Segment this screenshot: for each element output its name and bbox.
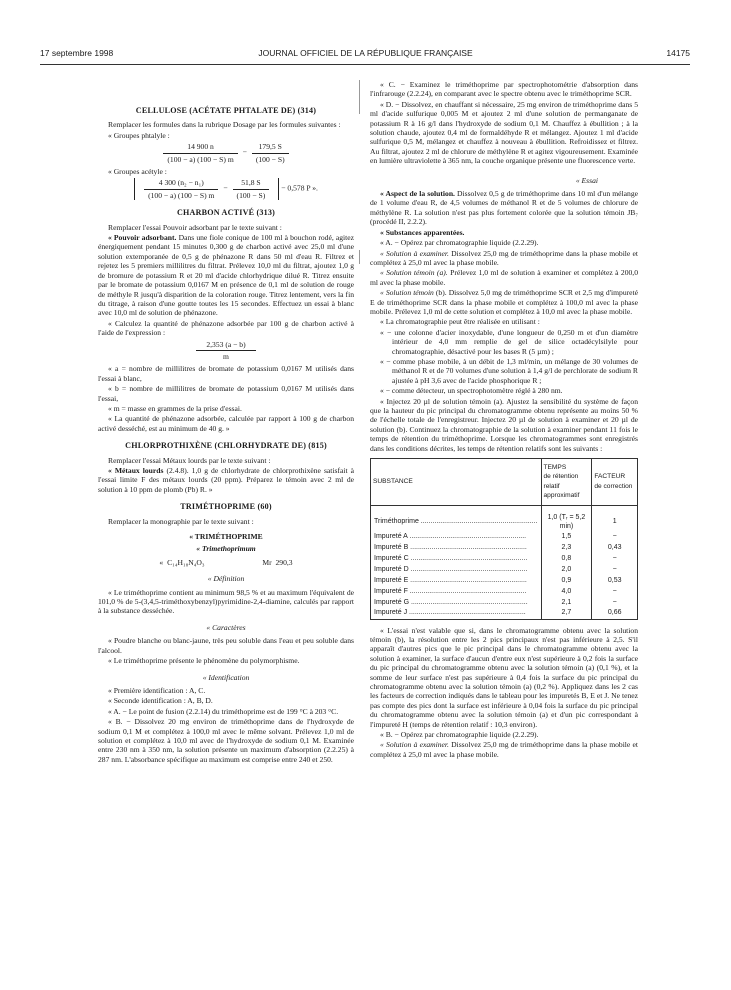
cell-temps: 0,9 xyxy=(541,575,592,586)
denominator: (100 − S) xyxy=(255,154,285,164)
cell-temps: 0,8 xyxy=(541,553,592,564)
header-date: 17 septembre 1998 xyxy=(40,48,114,58)
formula-acetyle xyxy=(98,178,354,200)
table-row xyxy=(371,597,638,608)
paragraph: « B. − Opérez par chromatographie liquide (2.2.29). xyxy=(380,730,539,740)
denominator: m xyxy=(223,351,229,361)
paragraph: Remplacer la monographie par le texte suivant : xyxy=(108,516,254,526)
denominator: (100 − a) (100 − S) m xyxy=(148,190,215,200)
numerator: 179,5 S xyxy=(252,142,289,153)
numerator: 14 900 n xyxy=(163,142,237,153)
minus-sign: − xyxy=(223,184,228,194)
heading-trimethoprime: TRIMÉTHOPRIME (60) xyxy=(180,502,272,512)
heading-charbon: CHARBON ACTIVÉ (313) xyxy=(177,208,275,218)
paragraph: « La chromatographie peut être réalisée en utilisant : xyxy=(380,317,540,327)
paragraph xyxy=(98,233,354,318)
paragraph: « A. − Le point de fusion (2.2.14) du triméthoprime est de 199 °C à 203 °C. xyxy=(108,706,339,716)
cell-temps: 2,1 xyxy=(541,597,592,608)
header-rule xyxy=(40,64,690,65)
cell-substance: Impureté G ............................................................ xyxy=(374,598,528,606)
cell-facteur: 1 xyxy=(592,505,638,531)
cell-facteur: − xyxy=(592,597,638,608)
left-column xyxy=(98,96,354,765)
table-row xyxy=(371,531,638,542)
cell-substance: Impureté F ............................................................ xyxy=(374,587,527,595)
paragraph-text: Dissolvez 25,0 mg de triméthoprime dans la phase mobile et complétez à 25,0 ml avec la phase mobile. xyxy=(370,740,638,759)
cell-facteur: − xyxy=(592,531,638,542)
paragraph-text: (2.4.8). 1,0 g de chlorhydrate de chlorprothixène satisfait à l'essai limite F des métaux lourds (20 ppm). Préparez le témoin avec 2 ml de solution à 10 ppm de plomb (Pb) R. » xyxy=(98,466,354,494)
paragraph xyxy=(370,740,638,759)
column-header-substance: SUBSTANCE xyxy=(371,459,542,506)
table-row xyxy=(371,586,638,597)
header-page-number: 14175 xyxy=(666,48,690,58)
list-item: « − comme détecteur, un spectrophotomètre réglé à 280 nm. xyxy=(380,386,563,396)
paragraph-text: (b). Dissolvez 5,0 mg de triméthoprime SCR et 2,5 mg d'impureté E de triméthoprime SCR dans la phase mobile et complétez à 100,0 ml avec la phase mobile. Prélevez 1,0 ml de cette solution et complétez à 10,0 ml avec la phase mobile. xyxy=(370,288,638,316)
cell-facteur: − xyxy=(592,564,638,575)
paragraph: « Première identification : A, C. xyxy=(108,685,206,695)
term: « Solution à examiner. xyxy=(380,740,449,750)
table-row xyxy=(371,575,638,586)
numerator: 51,8 S xyxy=(233,178,270,189)
monograph-title: « TRIMÉTHOPRIME xyxy=(189,532,263,542)
molecular-formula-line xyxy=(98,558,354,567)
paragraph: « Le triméthoprime contient au minimum 98,5 % et au maximum l'équivalent de 101,0 % de 5-(3,4,5-triméthoxybenzyl)pyrimidine-2,4-diamine, calculés par rapport à la substance desséchée. xyxy=(98,587,354,616)
numerator: 4 300 (n₂ − n₁) xyxy=(144,178,218,189)
cell-temps: 1,5 xyxy=(541,531,592,542)
list-item: « − une colonne d'acier inoxydable, d'une longueur de 0,250 m et d'un diamètre intérieur de 4,0 mm remplie de gel de silice octadécylsilyle pour chromatographie, désactivé pour les bases R (5 µm) ; xyxy=(380,327,638,356)
cell-temps: 2,0 xyxy=(541,564,592,575)
cell-temps: 2,7 xyxy=(541,608,592,619)
term: « Solution à examiner. xyxy=(380,248,449,258)
denominator: (100 − a) (100 − S) m xyxy=(167,154,234,164)
cell-substance: Triméthoprime ............................................................ xyxy=(374,518,538,526)
paragraph-text: Dissolvez 0,5 g de triméthoprime dans 10 ml d'un mélange de 1 volume d'eau R, de 4,5 volumes de méthanol R et de 5 volumes de chlorure de méthylène R. La solution n'est pas plus fortement colorée que la solution témoin JB₇ (procédé II, 2.2.2). xyxy=(370,189,638,227)
formula-label: « Groupes acétyle : xyxy=(108,167,167,177)
numerator: 2,353 (a − b) xyxy=(196,340,256,351)
section-essai: « Essai xyxy=(575,175,598,185)
molecular-formula: « C₁₄H₁₈N₄O₃ xyxy=(159,557,205,567)
monograph-latin-name: « Trimethoprimum xyxy=(196,544,256,554)
cell-substance: Impureté C ............................................................ xyxy=(374,554,528,562)
paragraph: Remplacer l'essai Pouvoir adsorbant par le texte suivant : xyxy=(108,222,282,232)
molecular-mass: Mr 290,3 xyxy=(262,557,293,567)
paragraph: « Poudre blanche ou blanc-jaune, très peu soluble dans l'eau et peu soluble dans l'alcool. xyxy=(98,636,354,655)
denominator: (100 − S) xyxy=(236,190,266,200)
paragraph: « La quantité de phénazone adsorbée, calculée par rapport à 100 g de charbon activé desséché, est au minimum de 40 g. » xyxy=(98,414,354,433)
section-definition: « Définition xyxy=(207,574,245,584)
paragraph: « B. − Dissolvez 20 mg environ de triméthoprime dans de l'hydroxyde de sodium 0,1 M et complétez à 100,0 ml avec le même solvant. Prélevez 1,0 ml de solution et complétez à 10,0 ml avec de l'hydroxyde de sodium 0,1 M. Examinée entre 230 nm à 350 nm, la solution présente un maximum d'absorption (2.2.25) à 287 nm. L'absorbance spécifique au maximum est comprise entre 240 et 250. xyxy=(98,717,354,764)
paragraph: « Calculez la quantité de phénazone adsorbée par 100 g de charbon activé à l'aide de l'expression : xyxy=(98,318,354,338)
paragraph: « Le triméthoprime présente le phénomène du polymorphisme. xyxy=(108,656,300,666)
section-identification: « Identification xyxy=(202,672,250,682)
cell-facteur: 0,43 xyxy=(592,542,638,553)
right-column xyxy=(370,80,638,760)
header-line: de correction xyxy=(594,482,633,490)
table-row xyxy=(371,505,638,531)
paragraph: « L'essai n'est valable que si, dans le chromatogramme obtenu avec la solution témoin (b), la résolution entre les 2 pics principaux n'est pas inférieure à 2,5. S'il apparaît d'autres pics que le pic principal dans le chromatogramme obtenu avec la solution à examiner, la surface d'aucun d'entre eux n'est supérieure à 0,2 fois la surface du pic principal du chromatogramme obtenu avec la solution témoin (a) (0,1 %), et la somme de leur surface n'est pas supérieure à 0,4 fois la surface du pic principal du chromatogramme obtenu avec la solution témoin (a) (0,2 %). Appliquez dans les 2 cas les facteurs de correction indiqués dans le tableau pour les impuretés B, E et J. Ne tenez pas compte des pics dont la surface est inférieure à 0,04 fois la surface du pic principal du chromatogramme obtenu avec la solution témoin (a) et d'un pic correspondant à l'impureté H (temps de rétention relatif : 10,3 environ). xyxy=(370,625,638,729)
minus-sign: − xyxy=(242,147,247,157)
heading-cellulose: CELLULOSE (ACÉTATE PHTALATE DE) (314) xyxy=(135,106,317,115)
paragraph-text: Dissolvez 25,0 mg de triméthoprime dans la phase mobile et complétez à 25,0 ml avec la phase mobile. xyxy=(370,248,638,267)
section-caracteres: « Caractères xyxy=(206,622,246,632)
retention-table xyxy=(370,458,638,620)
paragraph: « a = nombre de millilitres de bromate de potassium 0,0167 M utilisés dans l'essai à blanc, xyxy=(98,364,354,383)
cell-substance: Impureté A ............................................................ xyxy=(374,533,527,541)
paragraph: Remplacer les formules dans la rubrique Dosage par les formules suivantes : xyxy=(108,120,341,130)
header-line: TEMPS xyxy=(543,464,567,472)
cell-temps: 4,0 xyxy=(541,586,592,597)
header-line: FACTEUR xyxy=(594,473,626,481)
term: « Solution témoin xyxy=(380,288,434,298)
formula-tail: − 0,578 P ». xyxy=(281,184,318,194)
cell-substance: Impureté B ............................................................ xyxy=(374,544,527,552)
paragraph: « C. − Examinez le triméthoprime par spectrophotométrie d'absorption dans l'infrarouge (2.2.24), en comparant avec le spectre obtenu avec le triméthoprime SCR. xyxy=(370,80,638,99)
paragraph: « Seconde identification : A, B, D. xyxy=(108,696,213,706)
header-title: JOURNAL OFFICIEL DE LA RÉPUBLIQUE FRANÇAISE xyxy=(258,48,473,58)
term: « Pouvoir adsorbant. xyxy=(108,233,177,243)
paragraph: Remplacer l'essai Métaux lourds par le texte suivant : xyxy=(108,455,271,465)
header-line: relatif approximatif xyxy=(543,482,580,500)
paragraph: « Injectez 20 µl de solution témoin (a). Ajustez la sensibilité du système de façon que la hauteur du pic principal du chromatogramme obtenu représente au moins 50 % de l'échelle totale de l'enregistreur. Injectez 20 µl de solution à examiner et 20 µl de solution (b). Continuez la chromatographie de la solution à examiner pendant 11 fois le temps de rétention du triméthoprime. Lorsque les chromatogrammes sont enregistrés dans les conditions décrites, les temps de rétention relatifs sont les suivants : xyxy=(370,396,638,453)
cell-facteur: − xyxy=(592,586,638,597)
paragraph xyxy=(370,288,638,316)
margin-bar xyxy=(359,250,364,264)
table-row xyxy=(371,542,638,553)
term: « Solution témoin (a). xyxy=(380,268,448,278)
list-item: « − comme phase mobile, à un débit de 1,3 ml/min, un mélange de 30 volumes de méthanol R et de 70 volumes d'une solution à 1,4 g/l de perchlorate de sodium R ajustée à pH 3,6 avec de l'acide phosphorique R ; xyxy=(380,356,638,385)
paragraph xyxy=(98,466,354,494)
paragraph: « D. − Dissolvez, en chauffant si nécessaire, 25 mg environ de triméthoprime dans 5 ml d'acide sulfurique 0,005 M et ajoutez 2 ml d'une solution de permanganate de potassium R à 16 g/l dans l'hydroxyde de sodium 0,1 M. Chauffez à ébullition ; à la solution chaude, ajoutez 0,4 ml de formaldéhyde R et mélangez. Ajoutez 1 ml d'acide sulfurique 0,5 M, mélangez et chauffez à nouveau à ébullition. Refroidissez et filtrez. Au filtrat, ajoutez 2 ml de chlorure de méthylène R et agitez vigoureusement. Examinée en lumière ultraviolette à 365 nm, la couche organique présente une fluorescence verte. xyxy=(370,99,638,166)
table-row xyxy=(371,608,638,619)
cell-temps: 2,3 xyxy=(541,542,592,553)
formula-phenazone xyxy=(98,340,354,362)
cell-substance: Impureté D ............................................................ xyxy=(374,565,528,573)
paragraph: « Substances apparentées. xyxy=(380,227,465,237)
cell-facteur: 0,66 xyxy=(592,608,638,619)
column-header-temps xyxy=(541,459,592,506)
header-line: de rétention xyxy=(543,473,579,481)
cell-substance: Impureté J ............................................................ xyxy=(374,609,526,617)
cell-facteur: − xyxy=(592,553,638,564)
cell-facteur: 0,53 xyxy=(592,575,638,586)
paragraph-text: Dans une fiole conique de 100 ml à bouchon rodé, agitez énergiquement pendant 15 minutes 0,300 g de charbon activé avec 25,0 ml d'une solution extemporanée de 0,5 g de phénazone R dans 50 ml d'eau R. Filtrez et rejetez les 5 premiers millilitres du filtrat. Prélevez 10,0 ml du filtrat, ajoutez 1,0 g de bromure de potassium R et 20 ml d'acide chlorhydrique dilué R. Titrez ensuite par le bromate de potassium 0,0167 M en présence de 0,1 ml de solution de rouge de méthyle R jusqu'à disparition de la coloration rouge. Titrez lentement, vers la fin du titrage, à raison d'une goutte toutes les 15 secondes. Effectuez un essai à blanc avec 10,0 ml de solution de phénazone. xyxy=(98,233,354,318)
paragraph: « A. − Opérez par chromatographie liquide (2.2.29). xyxy=(380,238,539,248)
paragraph: « b = nombre de millilitres de bromate de potassium 0,0167 M utilisés dans l'essai, xyxy=(98,384,354,403)
column-header-facteur xyxy=(592,459,638,506)
table-row xyxy=(371,553,638,564)
term: « Métaux lourds xyxy=(108,466,164,475)
paragraph: « m = masse en grammes de la prise d'essai. xyxy=(108,403,242,413)
cell-temps: 1,0 (Tᵣ = 5,2 min) xyxy=(541,505,592,531)
paragraph xyxy=(370,189,638,227)
heading-chlorprothixene: CHLORPROTHIXÈNE (CHLORHYDRATE DE) (815) xyxy=(125,441,327,451)
term: « Aspect de la solution. xyxy=(380,189,455,199)
paragraph xyxy=(370,268,638,287)
formula-label: « Groupes phtalyle : xyxy=(108,130,170,140)
margin-bar xyxy=(359,80,364,114)
paragraph xyxy=(370,249,638,268)
formula-phtalyle xyxy=(98,142,354,164)
table-row xyxy=(371,564,638,575)
cell-substance: Impureté E ............................................................ xyxy=(374,576,527,584)
paragraph-text: Prélevez 1,0 ml de solution à examiner et complétez à 200,0 ml avec la phase mobile. xyxy=(370,268,638,287)
